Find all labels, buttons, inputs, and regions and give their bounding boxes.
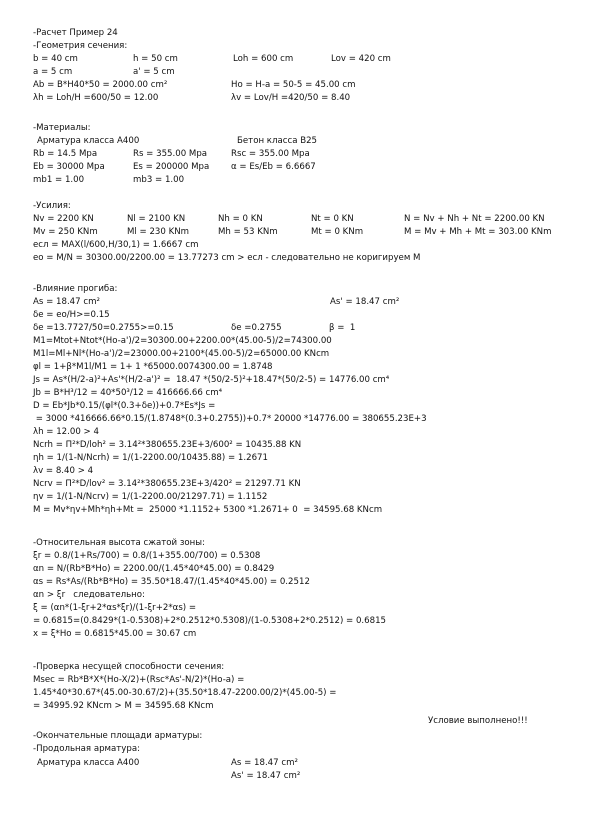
- materials-mb1: mb1 = 1.00: [33, 175, 85, 185]
- forces-nl: Nl = 2100 KN: [127, 214, 186, 224]
- materials-rsc: Rsc = 355.00 Mpa: [231, 149, 310, 159]
- deflection-line: M = Mv*ηv+Mh*ηh+Mt = 25000 *1.1152+ 5300 *1.2671+ 0 = 34595.68 KNcm: [33, 505, 383, 515]
- deflection-line: Js = As*(H/2-a)²+As'*(H/2-a')² = 18.47 *(50/2-5)²+18.47*(50/2-5) = 14776.00 cm⁴: [33, 375, 390, 385]
- deflection-line: ηh = 1/(1-N/Ncrh) = 1/(1-2200.00/10435.88) = 1.2671: [33, 453, 268, 463]
- zone-line: = 0.6815=(0.8429*(1-0.5308)+2*0.2512*0.5308)/(1-0.5308+2*0.2512) = 0.6815: [33, 616, 387, 626]
- forces-eo: eo = M/N = 30300.00/2200.00 = 13.77273 cm > есл - следовательно не коригируем М: [33, 253, 421, 263]
- zone-line: x = ξ*Ho = 0.6815*45.00 = 30.67 cm: [33, 629, 197, 639]
- deflection-line: φl = 1+β*M1l/M1 = 1+ 1 *65000.0074300.00 = 1.8748: [33, 362, 273, 372]
- materials-rebar-class: Арматура класса А400: [37, 136, 140, 146]
- forces-ecl: есл = MAX(l/600,H/30,1) = 1.6667 cm: [33, 240, 199, 250]
- zone-line: ξ = (αn*(1-ξr+2*αs*ξr)/(1-ξr+2*αs) =: [33, 603, 197, 613]
- document-title: -Расчет Пример 24: [33, 28, 118, 38]
- geometry-lov: Lov = 420 cm: [331, 54, 391, 64]
- forces-nv: Nv = 2200 KN: [33, 214, 94, 224]
- deflection-line: D = Eb*Jb*0.15/(φl*(0.3+δe))+0.7*Es*Js =: [33, 401, 216, 411]
- capacity-header: -Проверка несущей способности сечения:: [33, 662, 225, 672]
- forces-mt: Mt = 0 KNm: [311, 227, 364, 237]
- deflection-line: = 3000 *416666.66*0.15/(1.8748*(0.3+0.2755))+0.7* 20000 *14776.00 = 380655.23E+3: [33, 414, 427, 424]
- final-as: As = 18.47 cm²: [231, 758, 298, 768]
- zone-line: αs = Rs*As/(Rb*B*Ho) = 35.50*18.47/(1.45*40*45.00) = 0.2512: [33, 577, 310, 587]
- materials-rb: Rb = 14.5 Mpa: [33, 149, 98, 159]
- deflection-beta: β = 1: [329, 323, 356, 333]
- materials-concrete-class: Бетон класса В25: [237, 136, 318, 146]
- geometry-ab: Ab = B*H40*50 = 2000.00 cm²: [33, 80, 168, 90]
- geometry-b: b = 40 cm: [33, 54, 78, 64]
- geometry-h: h = 50 cm: [133, 54, 178, 64]
- geometry-lambda-v: λv = Lov/H =420/50 = 8.40: [231, 93, 351, 103]
- materials-mb3: mb3 = 1.00: [133, 175, 185, 185]
- forces-ml: Ml = 230 KNm: [127, 227, 190, 237]
- zone-line: ξr = 0.8/(1+Rs/700) = 0.8/(1+355.00/700) = 0.5308: [33, 551, 261, 561]
- deflection-line: λh = 12.00 > 4: [33, 427, 99, 437]
- deflection-line: Ncrv = Π²*D/lov² = 3.14²*380655.23E+3/420² = 21297.71 KN: [33, 479, 301, 489]
- materials-es: Es = 200000 Mpa: [133, 162, 210, 172]
- geometry-lambda-h: λh = Loh/H =600/50 = 12.00: [33, 93, 159, 103]
- deflection-line: M1=Mtot+Ntot*(Ho-a')/2=30300.00+2200.00*(45.00-5)/2=74300.00: [33, 336, 332, 346]
- final-rebar-class: Арматура класса А400: [37, 758, 140, 768]
- materials-header: -Материалы:: [33, 123, 91, 133]
- forces-mv: Mv = 250 KNm: [33, 227, 98, 237]
- geometry-header: -Геометрия сечения:: [33, 41, 128, 51]
- geometry-a: a = 5 cm: [33, 67, 73, 77]
- deflection-de-check: δe =13.7727/50=0.2755>=0.15: [33, 323, 174, 333]
- deflection-de-value: δe =0.2755: [231, 323, 282, 333]
- deflection-line: M1l=Ml+Nl*(Ho-a')/2=23000.00+2100*(45.00-5)/2=65000.00 KNcm: [33, 349, 330, 359]
- deflection-line: Ncrh = Π²*D/loh² = 3.14²*380655.23E+3/600² = 10435.88 KN: [33, 440, 302, 450]
- forces-nh: Nh = 0 KN: [218, 214, 263, 224]
- capacity-line: = 34995.92 KNcm > M = 34595.68 KNcm: [33, 701, 214, 711]
- deflection-de-formula: δe = eo/H>=0.15: [33, 310, 110, 320]
- deflection-as-prime: As' = 18.47 cm²: [330, 297, 400, 307]
- geometry-a-prime: a' = 5 cm: [133, 67, 175, 77]
- zone-line: αn = N/(Rb*B*Ho) = 2200.00/(1.45*40*45.00) = 0.8429: [33, 564, 275, 574]
- forces-m-total: M = Mv + Mh + Mt = 303.00 KNm: [404, 227, 552, 237]
- deflection-header: -Влияние прогиба:: [33, 284, 118, 294]
- capacity-result: Условие выполнено!!!: [428, 716, 528, 726]
- forces-nt: Nt = 0 KN: [311, 214, 354, 224]
- zone-line: αn > ξr следовательно:: [33, 590, 145, 600]
- deflection-line: ηv = 1/(1-N/Ncrv) = 1/(1-2200.00/21297.71) = 1.1152: [33, 492, 268, 502]
- deflection-line: Jb = B*H³/12 = 40*50³/12 = 416666.66 cm⁴: [33, 388, 223, 398]
- deflection-as: As = 18.47 cm²: [33, 297, 100, 307]
- forces-mh: Mh = 53 KNm: [218, 227, 278, 237]
- final-subheader: -Продольная арматура:: [33, 744, 140, 754]
- deflection-line: λv = 8.40 > 4: [33, 466, 94, 476]
- geometry-ho: Ho = H-a = 50-5 = 45.00 cm: [231, 80, 356, 90]
- final-as-prime: As' = 18.47 cm²: [231, 771, 301, 781]
- zone-header: -Относительная высота сжатой зоны:: [33, 538, 205, 548]
- capacity-line: 1.45*40*30.67*(45.00-30.67/2)+(35.50*18.47-2200.00/2)*(45.00-5) =: [33, 688, 337, 698]
- forces-n-total: N = Nv + Nh + Nt = 2200.00 KN: [404, 214, 545, 224]
- forces-header: -Усилия:: [33, 201, 71, 211]
- materials-rs: Rs = 355.00 Mpa: [133, 149, 208, 159]
- materials-alpha: α = Es/Eb = 6.6667: [231, 162, 316, 172]
- geometry-loh: Loh = 600 cm: [233, 54, 294, 64]
- final-header: -Окончательные площади арматуры:: [33, 731, 203, 741]
- capacity-line: Msec = Rb*B*X*(Ho-X/2)+(Rsc*As'-N/2)*(Ho-a) =: [33, 675, 245, 685]
- materials-eb: Eb = 30000 Mpa: [33, 162, 105, 172]
